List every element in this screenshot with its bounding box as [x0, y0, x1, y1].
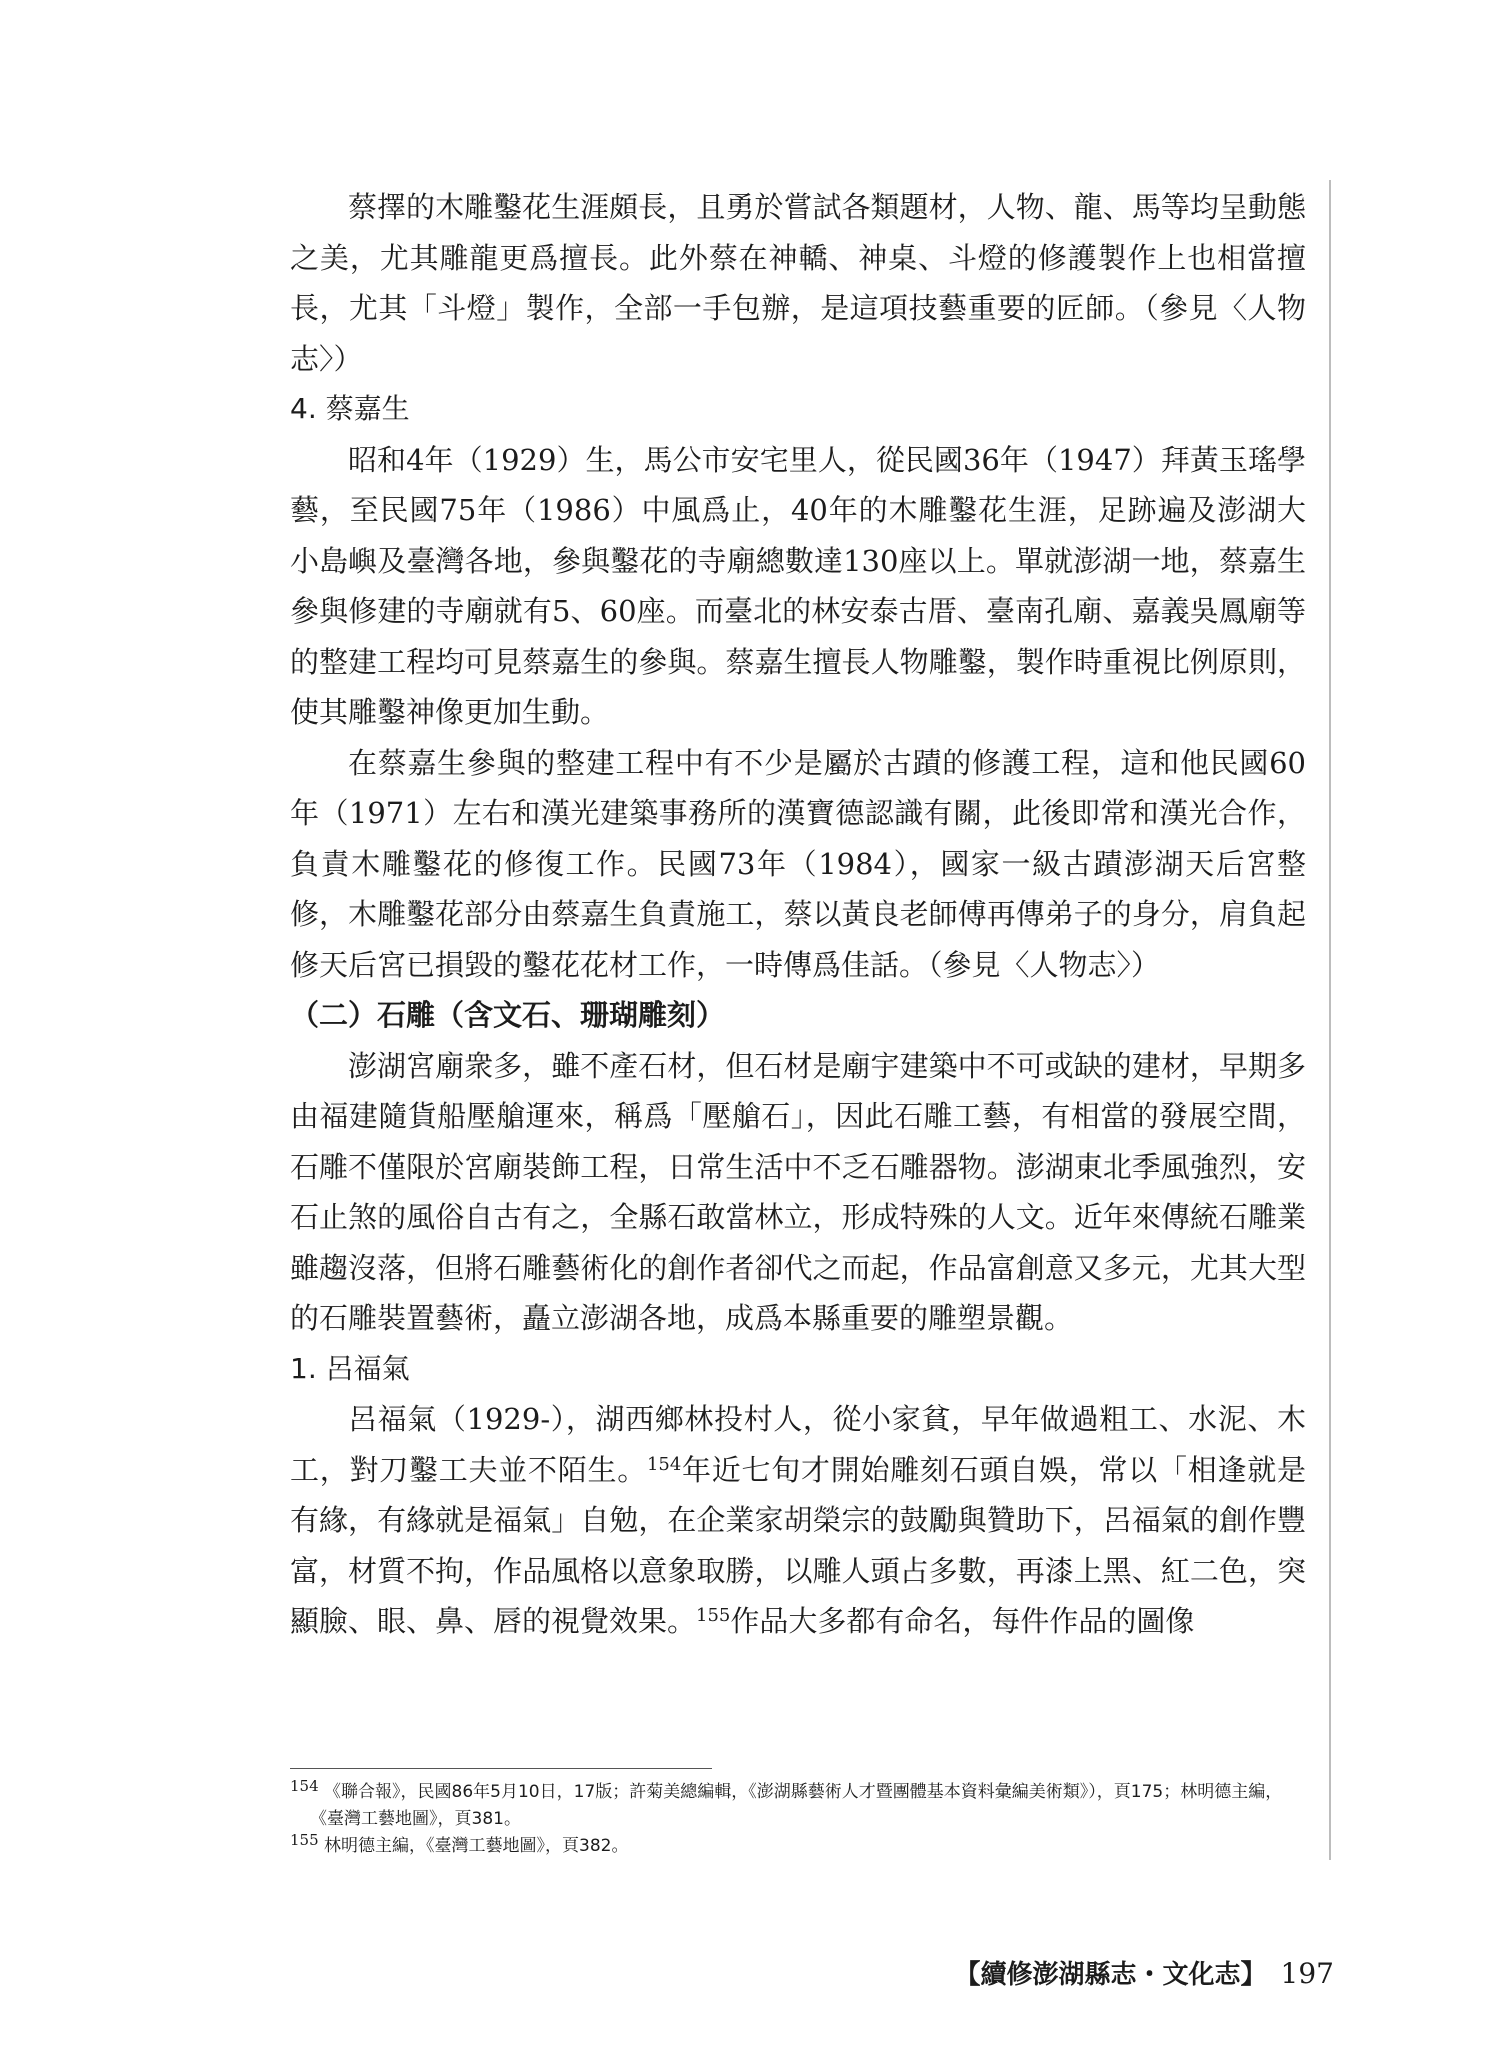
- footnote-number: 155: [290, 1831, 319, 1849]
- paragraph-lu-fuqi: [290, 1394, 1306, 1647]
- running-header-title: 【續修澎湖縣志・文化志】: [954, 1960, 1267, 1990]
- section-heading-stone-carving: （二）石雕（含文石、珊瑚雕刻）: [290, 998, 726, 1032]
- footnote-text: 《聯合報》，民國86年5月10日，17版；許菊美總編輯，《澎湖縣藝術人才暨團體基本資料彙編美術類》），頁175；林明德主編，《臺灣工藝地圖》，頁381。: [310, 1782, 1283, 1829]
- footnote-number: 154: [290, 1777, 319, 1795]
- paragraph-cai-ze: 蔡擇的木雕鑿花生涯頗長，且勇於嘗試各類題材，人物、龍、馬等均呈動態之美，尤其雕龍更爲擅長。此外蔡在神轎、神桌、斗燈的修護製作上也相當擅長，尤其「斗燈」製作，全部一手包辦，是這項技藝重要的匠師。（參見〈人物志〉）: [290, 190, 1306, 376]
- margin-rule: [1329, 180, 1331, 1860]
- paragraph-lu-fuqi-part2: 年近七旬才開始雕刻石頭自娛，常以「相逢就是有緣，有緣就是福氣」自勉，在企業家胡榮宗的鼓勵與贊助下，呂福氣的創作豐富，材質不拘，作品風格以意象取勝，以雕人頭占多數，再漆上黑、紅二色，突顯臉、眼、鼻、唇的視覺效果。: [290, 1452, 1306, 1638]
- footnote-separator: [290, 1768, 712, 1769]
- footnote-ref-154[interactable]: 154: [646, 1453, 682, 1475]
- paragraph-lu-fuqi-part3: 作品大多都有命名，每件作品的圖像: [730, 1604, 1195, 1638]
- paragraph-stone-carving: 澎湖宮廟衆多，雖不產石材，但石材是廟宇建築中不可或缺的建材，早期多由福建隨貨船壓艙運來，稱爲「壓艙石」，因此石雕工藝，有相當的發展空間，石雕不僅限於宮廟裝飾工程，日常生活中不乏石雕器物。澎湖東北季風強烈，安石止煞的風俗自古有之，全縣石敢當林立，形成特殊的人文。近年來傳統石雕業雖趨沒落，但將石雕藝術化的創作者卻代之而起，作品富創意又多元，尤其大型的石雕裝置藝術，矗立澎湖各地，成爲本縣重要的雕塑景觀。: [290, 1048, 1306, 1335]
- footnote-155: [290, 1833, 1306, 1860]
- footnote-154: [290, 1779, 1306, 1833]
- paragraph-cai-jiasheng-restoration: 在蔡嘉生參與的整建工程中有不少是屬於古蹟的修護工程，這和他民國60年（1971）左右和漢光建築事務所的漢寶德認識有關，此後即常和漢光合作，負責木雕鑿花的修復工作。民國73年（1984），國家一級古蹟澎湖天后宮整修，木雕鑿花部分由蔡嘉生負責施工，蔡以黃良老師傅再傳弟子的身分，肩負起修天后宮已損毀的鑿花花材工作，一時傳爲佳話。（參見〈人物志〉）: [290, 745, 1306, 982]
- heading-lu-fuqi: 1. 呂福氣: [290, 1351, 410, 1385]
- paragraph-cai-jiasheng-bio: 昭和4年（1929）生，馬公市安宅里人，從民國36年（1947）拜黃玉瑤學藝，至民國75年（1986）中風爲止，40年的木雕鑿花生涯，足跡遍及澎湖大小島嶼及臺灣各地，參與鑿花的寺廟總數達130座以上。單就澎湖一地，蔡嘉生參與修建的寺廟就有5、60座。而臺北的林安泰古厝、臺南孔廟、嘉義吳鳳廟等的整建工程均可見蔡嘉生的參與。蔡嘉生擅長人物雕鑿，製作時重視比例原則，使其雕鑿神像更加生動。: [290, 442, 1306, 729]
- footnote-ref-155[interactable]: 155: [696, 1605, 731, 1626]
- page-number: 197: [1280, 1957, 1334, 1990]
- heading-cai-jiasheng: 4. 蔡嘉生: [290, 392, 410, 425]
- footnotes: [290, 1779, 1306, 1860]
- paragraph-lu-fuqi-part1: 呂福氣（1929-），湖西鄉林投村人，從小家貧，早年做過粗工、水泥、木工，對刀鑿工夫並不陌生。: [290, 1402, 1306, 1487]
- footnote-text: 林明德主編，《臺灣工藝地圖》，頁382。: [324, 1836, 629, 1856]
- body-text: [290, 182, 1306, 1647]
- running-footer: [955, 1954, 1334, 1991]
